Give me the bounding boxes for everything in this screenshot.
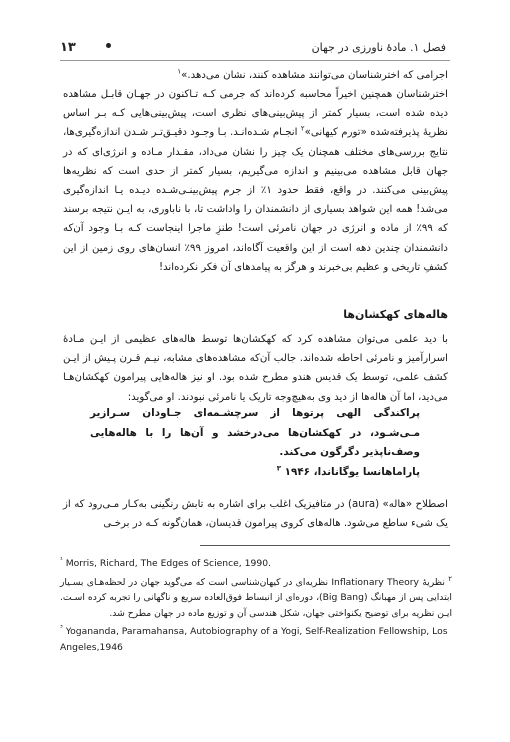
- paragraph-2: [63, 85, 448, 277]
- footnote-ref-2: ۲: [300, 125, 305, 134]
- page-number: ۱۳: [60, 40, 76, 55]
- footnote-2: [60, 572, 452, 622]
- footnote-1-number: ¹: [60, 556, 63, 564]
- block-quote: [90, 404, 420, 482]
- paragraph-1: [63, 66, 448, 85]
- quote-attribution: [90, 463, 420, 483]
- paragraph-4: اصطلاح «هاله» (aura) در متافیزیک اغلب برای اشاره به تابش رنگینی به‌کـار مـی‌رود که از یک شیء ساطع می‌شود. هاله‌های کروی پیرامون قدیسان، همان‌گونه کـه در برخـی: [63, 499, 448, 530]
- paragraph-1-text: اجرامی که اخترشناسان می‌توانند مشاهده کنند، نشان می‌دهد.»: [181, 70, 448, 81]
- footnote-2-number: ۲: [448, 574, 452, 583]
- footnote-ref-1: ۱: [177, 67, 182, 76]
- running-header: [60, 40, 446, 56]
- paragraph-2-text-a: اخترشناسان همچنین اخیراً محاسبه کرده‌اند که جرمی کـه تـاکنون در جهـان قابـل مشاهده دیده شده است، بسیار کمتر از پیش‌بینی‌های نظری است، پیش‌بینی‌هایی کـه بـر اساس نظریهٔ پذیرفته‌شده «تورم کیهانی»: [63, 89, 449, 139]
- paragraph-3: با دید علمی می‌توان مشاهده کرد که کهکشان‌ها توسط هاله‌های عظیمی از ایـن مـادهٔ اسرارآمیز و نامرئی احاطه شده‌اند. جالب آن‌که مشاهده‌های مشابه، نیـم قـرن پـیش از ایـن کشف علمی، توسط یک قدیس هندو مطرح شده بود. او نیز هاله‌هایی پیرامون کهکشان‌هـا می‌دید، اما آن هاله‌ها از دید وی به‌هیچ‌وجه تاریک یا نامرئی نبودند. او می‌گوید:: [63, 334, 448, 403]
- footnote-divider: [200, 545, 450, 546]
- footnotes: [60, 553, 452, 655]
- footnote-3-number: ³: [60, 624, 63, 633]
- footnote-1-text: Morris, Richard, The Edges of Science, 1990.: [65, 558, 271, 570]
- quote-text: پراکندگی الهی پرتوها از سرچشـمه‌ای جـاودان سـرازیر مـی‌شـود، در کهکشان‌ها می‌درخشد و آن‌ها را با هاله‌هایی وصف‌ناپذیر دگرگون می‌کند.: [90, 407, 420, 459]
- footnote-ref-3: ۳: [276, 464, 282, 473]
- header-bullet-icon: [106, 43, 111, 48]
- footnote-3-text: Yogananda, Paramahansa, Autobiography of a Yogi, Self-Realization Fellowship, Los Angeles,1946: [60, 626, 448, 653]
- footnote-2-text: نظریهٔ Inflationary Theory نظریه‌ای در کیهان‌شناسی است که می‌گوید جهان در لحظه‌هـای بسـیار ابتدایی پس از مهبانگ (Big Bang)، دوره‌ای از انبساط فوق‌العاده سریع و ناگهانی را تجربه کرده اسـت. ایـن نظریه برای توضیح یکنواختی جهان، شکل هندسی آن و توزیع ماده در جهان مطرح شد.: [60, 576, 452, 619]
- chapter-title: فصل ۱. مادهٔ ناورزی در جهان: [311, 41, 446, 54]
- footnote-3: [60, 621, 452, 655]
- footnote-1: [60, 553, 452, 572]
- section-heading: هاله‌های کهکشان‌ها: [343, 308, 448, 321]
- quote-source: پاراماهانسا یوگاناندا، ۱۹۴۶: [284, 465, 420, 478]
- header-divider: [60, 60, 450, 61]
- paragraph-2-text-b: انجـام شـده‌انـد. بـا وجـود دقیـق‌تـر شـدن اندازه‌گیری‌ها، نتایج بررسی‌های مختلف همچنان یک چیز را نشان می‌داد، مقـدار مـاده و انرژی‌ای که در جهان قابل مشاهده می‌بینیم و اندازه می‌گیریم، بسیار کمتر از حدی است که نظریه‌ها پیش‌بینی می‌کنند. در واقع، فقط حدود ۱٪ از جرم پیش‌بینـی‌شـده دیـده یـا اندازه‌گیری می‌شد! همه این شواهد بسیاری از دانشمندان را واداشت تا، با ناباوری، به ایـن نتیجه برسند که ۹۹٪ از ماده و انرژی در جهان نامرئی است! طنزِ ماجرا اینجاست کـه بـا وجود آن‌که دانشمندان چندین دهه است از این واقعیت آگاه‌اند، امروز ۹۹٪ انسان‌های روی زمین از این کشفِ تاریخی و عظیم بی‌خبرند و هرگز به پیامدهای آن فکر نکرده‌اند!: [63, 127, 448, 273]
